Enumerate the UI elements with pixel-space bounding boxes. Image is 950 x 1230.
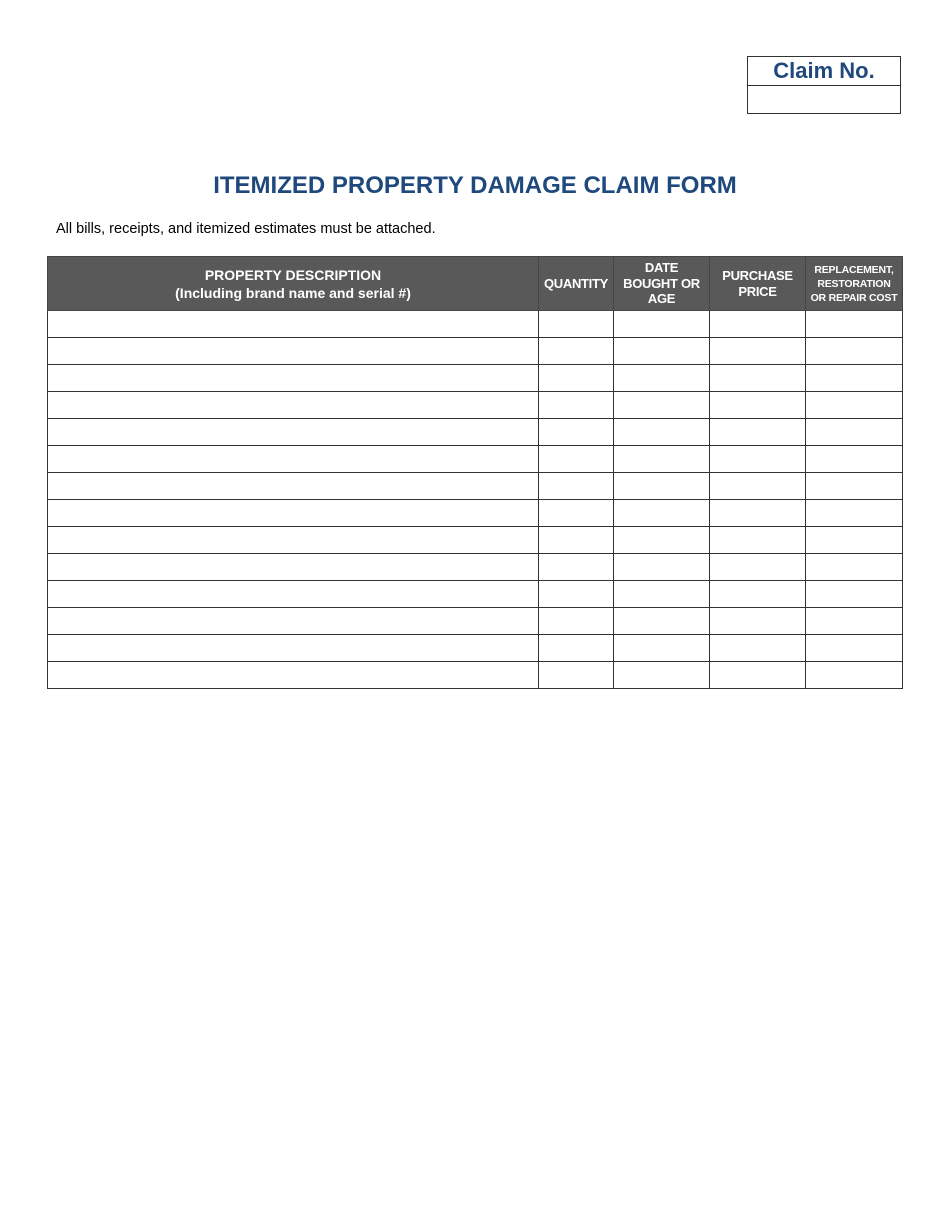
quantity-cell[interactable] <box>539 392 614 419</box>
date-cell[interactable] <box>614 527 710 554</box>
cost-cell[interactable] <box>806 608 903 635</box>
header-quantity <box>539 257 614 311</box>
price-cell[interactable] <box>710 500 806 527</box>
header-description-title: PROPERTY DESCRIPTION <box>204 266 382 283</box>
quantity-cell[interactable] <box>539 635 614 662</box>
price-cell[interactable] <box>710 392 806 419</box>
date-cell[interactable] <box>614 473 710 500</box>
table-row <box>48 338 903 365</box>
quantity-cell[interactable] <box>539 338 614 365</box>
table-row <box>48 311 903 338</box>
cost-cell[interactable] <box>806 446 903 473</box>
header-date-line2: BOUGHT OR <box>623 275 700 291</box>
quantity-cell[interactable] <box>539 608 614 635</box>
header-description-subtitle: (Including brand name and serial #) <box>175 284 411 301</box>
header-quantity-label: QUANTITY <box>543 275 609 291</box>
price-cell[interactable] <box>710 446 806 473</box>
cost-cell[interactable] <box>806 473 903 500</box>
cost-cell[interactable] <box>806 419 903 446</box>
description-cell[interactable] <box>48 635 539 662</box>
claim-number-label: Claim No. <box>748 57 900 86</box>
date-cell[interactable] <box>614 554 710 581</box>
price-cell[interactable] <box>710 581 806 608</box>
header-date-bought <box>614 257 710 311</box>
form-title: ITEMIZED PROPERTY DAMAGE CLAIM FORM <box>213 172 737 199</box>
attachment-instruction: All bills, receipts, and itemized estimates must be attached. <box>56 221 436 237</box>
date-cell[interactable] <box>614 446 710 473</box>
price-cell[interactable] <box>710 338 806 365</box>
price-cell[interactable] <box>710 473 806 500</box>
price-cell[interactable] <box>710 662 806 689</box>
table-header-row <box>48 257 903 311</box>
cost-cell[interactable] <box>806 500 903 527</box>
quantity-cell[interactable] <box>539 662 614 689</box>
header-price-line2: PRICE <box>738 283 777 299</box>
quantity-cell[interactable] <box>539 554 614 581</box>
table-row <box>48 473 903 500</box>
description-cell[interactable] <box>48 338 539 365</box>
cost-cell[interactable] <box>806 581 903 608</box>
cost-cell[interactable] <box>806 635 903 662</box>
table-row <box>48 527 903 554</box>
header-cost-line2: RESTORATION <box>817 277 891 290</box>
date-cell[interactable] <box>614 338 710 365</box>
property-items-table <box>47 256 903 689</box>
table-row <box>48 365 903 392</box>
table-row <box>48 635 903 662</box>
price-cell[interactable] <box>710 365 806 392</box>
date-cell[interactable] <box>614 635 710 662</box>
table-row <box>48 581 903 608</box>
header-replacement-cost <box>806 257 903 311</box>
cost-cell[interactable] <box>806 392 903 419</box>
header-price-line1: PURCHASE <box>722 267 793 283</box>
quantity-cell[interactable] <box>539 311 614 338</box>
header-cost-line3: OR REPAIR COST <box>810 291 898 304</box>
quantity-cell[interactable] <box>539 581 614 608</box>
cost-cell[interactable] <box>806 365 903 392</box>
claim-number-box <box>747 56 901 114</box>
price-cell[interactable] <box>710 311 806 338</box>
quantity-cell[interactable] <box>539 365 614 392</box>
price-cell[interactable] <box>710 635 806 662</box>
description-cell[interactable] <box>48 608 539 635</box>
date-cell[interactable] <box>614 662 710 689</box>
date-cell[interactable] <box>614 581 710 608</box>
header-date-line3: AGE <box>647 291 676 307</box>
description-cell[interactable] <box>48 365 539 392</box>
quantity-cell[interactable] <box>539 473 614 500</box>
description-cell[interactable] <box>48 311 539 338</box>
claim-number-field[interactable] <box>748 86 900 114</box>
description-cell[interactable] <box>48 473 539 500</box>
table-row <box>48 554 903 581</box>
date-cell[interactable] <box>614 608 710 635</box>
price-cell[interactable] <box>710 554 806 581</box>
description-cell[interactable] <box>48 554 539 581</box>
quantity-cell[interactable] <box>539 446 614 473</box>
description-cell[interactable] <box>48 446 539 473</box>
description-cell[interactable] <box>48 527 539 554</box>
date-cell[interactable] <box>614 365 710 392</box>
table-row <box>48 446 903 473</box>
cost-cell[interactable] <box>806 338 903 365</box>
cost-cell[interactable] <box>806 554 903 581</box>
price-cell[interactable] <box>710 527 806 554</box>
header-purchase-price <box>710 257 806 311</box>
quantity-cell[interactable] <box>539 419 614 446</box>
price-cell[interactable] <box>710 608 806 635</box>
table-row <box>48 662 903 689</box>
cost-cell[interactable] <box>806 527 903 554</box>
header-date-line1: DATE <box>644 260 679 276</box>
description-cell[interactable] <box>48 581 539 608</box>
description-cell[interactable] <box>48 392 539 419</box>
quantity-cell[interactable] <box>539 500 614 527</box>
date-cell[interactable] <box>614 500 710 527</box>
date-cell[interactable] <box>614 392 710 419</box>
table-row <box>48 608 903 635</box>
header-cost-line1: REPLACEMENT, <box>814 263 894 276</box>
description-cell[interactable] <box>48 419 539 446</box>
quantity-cell[interactable] <box>539 527 614 554</box>
header-property-description <box>48 257 539 311</box>
table-row <box>48 392 903 419</box>
table-row <box>48 500 903 527</box>
table-row <box>48 419 903 446</box>
cost-cell[interactable] <box>806 311 903 338</box>
price-cell[interactable] <box>710 419 806 446</box>
description-cell[interactable] <box>48 662 539 689</box>
date-cell[interactable] <box>614 311 710 338</box>
description-cell[interactable] <box>48 500 539 527</box>
cost-cell[interactable] <box>806 662 903 689</box>
date-cell[interactable] <box>614 419 710 446</box>
